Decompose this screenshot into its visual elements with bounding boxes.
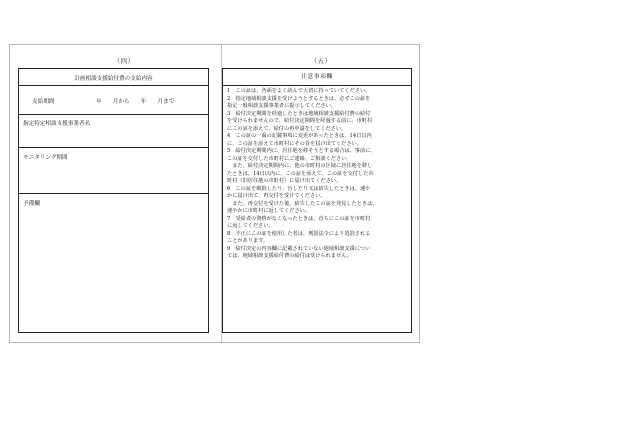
note-line: かに届け出て、再交付を受けてください。 xyxy=(227,193,326,199)
note-line: また、再交付を受けた後、紛失したこの証を発見したときは、 xyxy=(227,200,378,207)
note-line: 1 この証は、各面をよく読んで大切に持っていてください。 xyxy=(227,88,371,94)
remarks-label: 予備欄 xyxy=(23,201,40,207)
note-line: を受けられませんので、給付決定期間を経過する前に、市町村 xyxy=(227,118,373,124)
note-line: 9 給付決定の内容欄に記載されていない地域相談支援につい xyxy=(227,245,371,252)
note-line: 8 不正にこの証を使用した者は、刑罰法令により処罰される xyxy=(227,230,371,237)
note-line: 指定一般相談支援事業者に提示してください。 xyxy=(227,103,336,109)
note-line: 6 この証を破損したり、汚したり又は紛失したときは、速や xyxy=(227,185,371,192)
note-line: ことがあります。 xyxy=(227,238,269,244)
note-line: に返してください。 xyxy=(227,223,274,229)
provider-label: 指定特定相談支援事業者名 xyxy=(23,121,91,127)
provider-row xyxy=(19,115,208,148)
monitoring-row xyxy=(19,148,208,194)
note-line: 3 給付決定期間を経過したときは地域相談支援給付費の給付 xyxy=(227,110,371,117)
page-number-right: （五） xyxy=(310,57,332,65)
note-line: に、この証を添えて市町村にその旨を届け出てください。 xyxy=(227,140,362,147)
notes-list xyxy=(227,88,409,261)
benefit-content-table xyxy=(18,68,209,333)
note-line: この証を交付した市町村にご連絡、ご相談ください。 xyxy=(227,155,352,162)
document-sheet xyxy=(9,44,420,343)
page-number-left: （四） xyxy=(113,57,135,65)
note-line: 7 受給者の資格がなくなったときは、直ちにこの証を市町村 xyxy=(227,215,371,222)
note-line: 5 給付決定期間内に、居住地を移そうとする場合は、事前に、 xyxy=(227,148,376,154)
note-line: 速やかに市町村に返してください。 xyxy=(227,208,311,214)
period-row xyxy=(19,86,208,115)
remarks-row xyxy=(19,194,208,332)
monitoring-label: モニタリング期間 xyxy=(23,155,68,161)
table-title: 計画相談支援給付費の支給内容 xyxy=(74,76,153,82)
note-line: また、給付決定期間内に、他の市町村の区域に居住地を移し xyxy=(227,163,373,169)
table-title-row xyxy=(19,69,208,86)
note-line: たときは、14日以内に、この証を添えて、この証を交付した市 xyxy=(227,170,374,177)
note-line: 町村（旧居住地の市町村）に届け出てください。 xyxy=(227,178,342,184)
note-line: ては、地域相談支援給付費の給付は受けられません。 xyxy=(227,253,352,259)
period-label: 支給期間 xyxy=(32,99,55,105)
notes-box xyxy=(222,68,412,333)
notes-title: 注意事項欄 xyxy=(223,69,411,86)
period-value: 年 月から 年 月まで xyxy=(96,99,175,105)
note-line: にこの証を添えて、給付の再申請をしてください。 xyxy=(227,125,347,132)
note-line: 4 この証の一面の記載事項に変更があったときは、14日以内 xyxy=(227,133,372,139)
note-line: 2 指定地域相談支援を受けようとするときは、必ずこの証を xyxy=(227,95,371,102)
